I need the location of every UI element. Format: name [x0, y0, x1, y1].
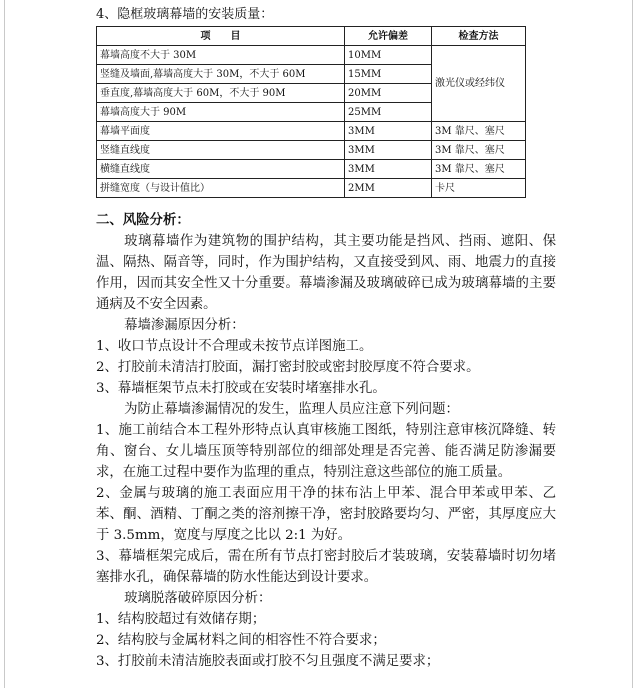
page-border-left	[4, 0, 5, 688]
cell-item: 幕墙高度不大于 30M	[97, 46, 345, 65]
cell-tolerance: 10MM	[345, 46, 432, 65]
section-4-heading: 4、隐框玻璃幕墙的安装质量：	[96, 7, 274, 22]
cell-item: 幕墙高度大于 90M	[97, 103, 345, 122]
header-method: 检查方法	[432, 27, 526, 46]
list-item: 3、幕墙框架节点未打胶或在安装时堵塞排水孔。	[96, 381, 386, 396]
section-2-title: 二、风险分析：	[96, 213, 190, 228]
subheading-leak-causes: 幕墙渗漏原因分析：	[124, 318, 245, 333]
list-item: 3、幕墙框架完成后，需在所有节点打密封胶后才装玻璃，安装幕墙时切勿堵塞排水孔，确保幕墙的防水性能达到设计要求。	[96, 549, 556, 585]
cell-item: 拼缝宽度（与设计值比）	[97, 179, 345, 198]
header-item: 项 目	[97, 27, 345, 46]
cell-tolerance: 15MM	[345, 65, 432, 84]
subheading-glass-causes: 玻璃脱落破碎原因分析：	[124, 591, 272, 606]
cell-method: 3M 靠尺、塞尺	[432, 141, 526, 160]
cell-method: 3M 靠尺、塞尺	[432, 122, 526, 141]
cell-method: 卡尺	[432, 179, 526, 198]
table-row	[97, 122, 526, 141]
list-item: 1、收口节点设计不合理或未按节点详图施工。	[96, 339, 373, 354]
table-row	[97, 141, 526, 160]
cell-tolerance: 25MM	[345, 103, 432, 122]
cell-tolerance: 2MM	[345, 179, 432, 198]
cell-tolerance: 3MM	[345, 141, 432, 160]
table-header-row	[97, 27, 526, 46]
risk-analysis-body	[96, 210, 556, 672]
list-item: 1、施工前结合本工程外形特点认真审核施工图纸，特别注意审核沉降缝、转角、窗台、女儿墙压顶等特别部位的细部处理是否完善、能否满足防渗漏要求，在施工过程中要作为监理的重点，特别注意这些部位的施工质量。	[96, 423, 556, 480]
cell-tolerance: 3MM	[345, 122, 432, 141]
list-item: 2、金属与玻璃的施工表面应用干净的抹布沾上甲苯、混合甲苯或甲苯、乙苯、酮、酒精、丁酮之类的溶剂擦干净，密封胶路要均匀、严密，其厚度应大于 3.5mm，宽度与厚度之比以 2:1 为好。	[96, 486, 556, 543]
paragraph-intro: 玻璃幕墙作为建筑物的围护结构，其主要功能是挡风、挡雨、遮阳、保温、隔热、隔音等，同时，作为围护结构，又直接受到风、雨、地震力的直接作用，因而其安全性又十分重要。幕墙渗漏及玻璃破碎已成为玻璃幕墙的主要通病及不安全因素。	[96, 234, 556, 312]
installation-quality-table	[96, 26, 526, 198]
cell-item: 横缝直线度	[97, 160, 345, 179]
header-tolerance: 允许偏差	[345, 27, 432, 46]
list-item: 1、结构胶超过有效储存期；	[96, 612, 266, 627]
cell-tolerance: 20MM	[345, 84, 432, 103]
cell-item: 竖缝及墙面,幕墙高度大于 30M，不大于 60M	[97, 65, 345, 84]
table-row	[97, 46, 526, 65]
table-row	[97, 179, 526, 198]
cell-item: 幕墙平面度	[97, 122, 345, 141]
list-item: 2、打胶前未清洁打胶面，漏打密封胶或密封胶厚度不符合要求。	[96, 360, 480, 375]
table-row	[97, 160, 526, 179]
cell-method-merged: 激光仪或经纬仪	[432, 46, 526, 122]
list-item: 3、打胶前未清洁施胶表面或打胶不匀且强度不满足要求；	[96, 654, 440, 669]
page-border-right	[632, 0, 633, 688]
cell-tolerance: 3MM	[345, 160, 432, 179]
cell-item: 竖缝直线度	[97, 141, 345, 160]
subheading-supervision: 为防止幕墙渗漏情况的发生，监理人员应注意下列问题：	[124, 402, 459, 417]
cell-method: 3M 靠尺、塞尺	[432, 160, 526, 179]
list-item: 2、结构胶与金属材料之间的相容性不符合要求；	[96, 633, 386, 648]
cell-item: 垂直度,幕墙高度大于 60M，不大于 90M	[97, 84, 345, 103]
